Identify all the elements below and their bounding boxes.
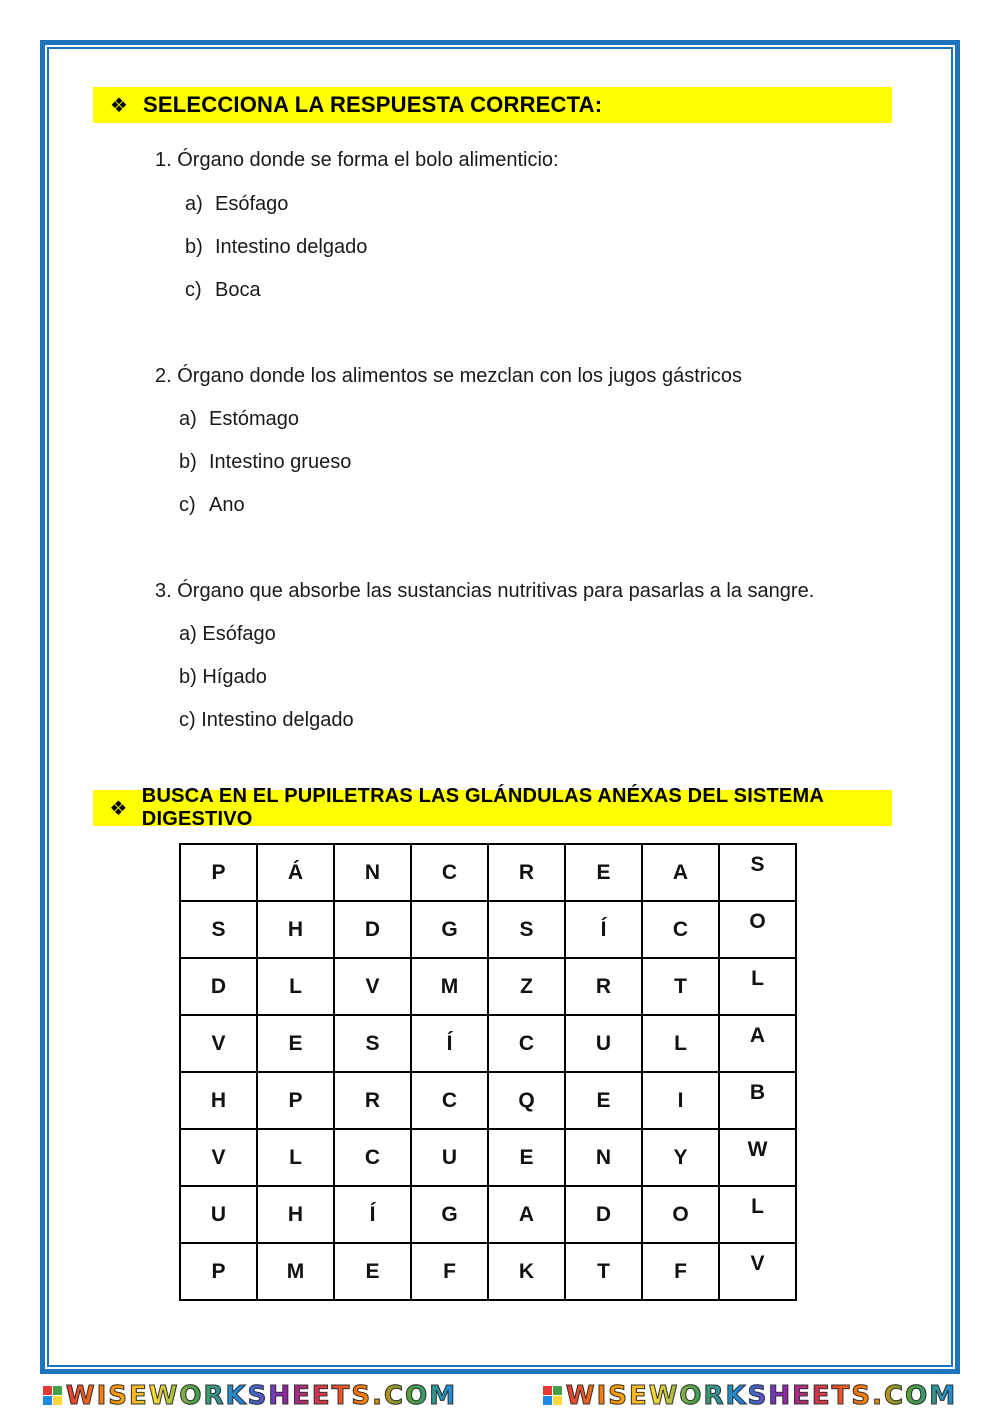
section-header-word-search: [93, 785, 892, 830]
grid-cell[interactable]: L: [642, 1015, 719, 1072]
logo-square: [543, 1386, 552, 1395]
option-text: Hígado: [202, 666, 267, 688]
grid-cell[interactable]: R: [488, 844, 565, 901]
grid-cell[interactable]: F: [411, 1243, 488, 1300]
option-text: Esófago: [215, 193, 289, 215]
grid-cell[interactable]: F: [642, 1243, 719, 1300]
q1-option-b[interactable]: [185, 236, 367, 259]
grid-cell[interactable]: A: [719, 1015, 796, 1072]
diamond-bullet-icon: ❖: [109, 797, 128, 820]
diamond-bullet-icon: ❖: [110, 94, 128, 117]
option-letter: c): [179, 494, 196, 516]
q3-option-a[interactable]: [179, 623, 276, 646]
footer-watermark: [0, 1378, 1000, 1413]
section-title: SELECCIONA LA RESPUESTA CORRECTA:: [143, 92, 603, 117]
grid-cell[interactable]: Á: [257, 844, 334, 901]
logo-icon: [543, 1386, 562, 1405]
grid-cell[interactable]: Í: [411, 1015, 488, 1072]
q1-option-a[interactable]: [185, 193, 288, 216]
grid-cell[interactable]: M: [411, 958, 488, 1015]
grid-cell[interactable]: V: [180, 1015, 257, 1072]
q1-option-c[interactable]: [185, 279, 261, 302]
section-header-multiple-choice: [93, 87, 892, 123]
option-text: Intestino delgado: [215, 236, 368, 258]
grid-cell[interactable]: A: [642, 844, 719, 901]
option-text: Intestino delgado: [201, 709, 354, 731]
section-title: BUSCA EN EL PUPILETRAS LAS GLÁNDULAS ANÉXAS DEL SISTEMA DIGESTIVO: [141, 785, 824, 830]
grid-cell[interactable]: V: [719, 1243, 796, 1300]
grid-cell[interactable]: S: [719, 844, 796, 901]
grid-row: [180, 901, 796, 958]
q3-option-b[interactable]: [179, 666, 267, 689]
logo-square: [43, 1396, 52, 1405]
grid-cell[interactable]: S: [180, 901, 257, 958]
grid-cell[interactable]: W: [719, 1129, 796, 1186]
grid-cell[interactable]: D: [334, 901, 411, 958]
grid-row: [180, 958, 796, 1015]
watermark: [43, 1381, 457, 1411]
option-text: Ano: [209, 494, 245, 516]
grid-row: [180, 1129, 796, 1186]
grid-cell[interactable]: N: [565, 1129, 642, 1186]
grid-cell[interactable]: C: [411, 844, 488, 901]
question-3: 3. Órgano que absorbe las sustancias nutritivas para pasarlas a la sangre.: [155, 580, 815, 602]
grid-cell[interactable]: K: [488, 1243, 565, 1300]
grid-cell[interactable]: U: [411, 1129, 488, 1186]
logo-square: [543, 1396, 552, 1405]
grid-cell[interactable]: C: [488, 1015, 565, 1072]
grid-cell[interactable]: V: [180, 1129, 257, 1186]
logo-square: [53, 1396, 62, 1405]
grid-cell[interactable]: S: [334, 1015, 411, 1072]
grid-cell[interactable]: E: [257, 1015, 334, 1072]
option-letter: c): [179, 709, 196, 731]
grid-row: [180, 1072, 796, 1129]
option-letter: c): [185, 279, 202, 301]
grid-cell[interactable]: Q: [488, 1072, 565, 1129]
option-letter: a): [179, 408, 197, 430]
watermark-text: WISEWORKSHEETS.COM: [65, 1380, 458, 1411]
logo-square: [53, 1386, 62, 1395]
grid-cell[interactable]: I: [642, 1072, 719, 1129]
question-2: 2. Órgano donde los alimentos se mezclan con los jugos gástricos: [155, 365, 742, 387]
grid-cell[interactable]: O: [719, 901, 796, 958]
grid-cell[interactable]: L: [719, 1186, 796, 1243]
grid-cell[interactable]: T: [565, 1243, 642, 1300]
grid-cell[interactable]: H: [180, 1072, 257, 1129]
grid-cell[interactable]: H: [257, 901, 334, 958]
logo-icon: [43, 1386, 62, 1405]
option-text: Esófago: [202, 623, 276, 645]
q2-option-b[interactable]: [179, 451, 351, 474]
grid-cell[interactable]: V: [334, 958, 411, 1015]
grid-cell[interactable]: C: [411, 1072, 488, 1129]
grid-cell[interactable]: D: [180, 958, 257, 1015]
grid-cell[interactable]: E: [334, 1243, 411, 1300]
grid-cell[interactable]: A: [488, 1186, 565, 1243]
option-text: Boca: [215, 279, 261, 301]
grid-cell[interactable]: P: [180, 844, 257, 901]
option-text: Estómago: [209, 408, 300, 430]
q2-option-c[interactable]: [179, 494, 245, 517]
grid-cell[interactable]: P: [180, 1243, 257, 1300]
option-letter: b): [185, 236, 203, 258]
logo-square: [43, 1386, 52, 1395]
grid-row: [180, 1243, 796, 1300]
grid-cell[interactable]: N: [334, 844, 411, 901]
grid-cell[interactable]: E: [488, 1129, 565, 1186]
grid-cell[interactable]: U: [180, 1186, 257, 1243]
grid-cell[interactable]: Í: [334, 1186, 411, 1243]
option-letter: b): [179, 666, 197, 688]
grid-cell[interactable]: R: [565, 958, 642, 1015]
grid-cell[interactable]: P: [257, 1072, 334, 1129]
grid-cell[interactable]: H: [257, 1186, 334, 1243]
q3-option-c[interactable]: [179, 709, 354, 732]
watermark-text: WISEWORKSHEETS.COM: [565, 1380, 958, 1411]
grid-row: [180, 1015, 796, 1072]
grid-cell[interactable]: M: [257, 1243, 334, 1300]
grid-cell[interactable]: Í: [565, 901, 642, 958]
grid-cell[interactable]: D: [565, 1186, 642, 1243]
grid-cell[interactable]: L: [719, 958, 796, 1015]
watermark: [543, 1381, 957, 1411]
grid-cell[interactable]: O: [642, 1186, 719, 1243]
grid-cell[interactable]: E: [565, 844, 642, 901]
grid-cell[interactable]: T: [642, 958, 719, 1015]
question-1: 1. Órgano donde se forma el bolo alimenticio:: [155, 149, 559, 171]
grid-cell[interactable]: Y: [642, 1129, 719, 1186]
option-text: Intestino grueso: [209, 451, 352, 473]
grid-cell[interactable]: E: [565, 1072, 642, 1129]
logo-square: [553, 1396, 562, 1405]
option-letter: b): [179, 451, 197, 473]
grid-cell[interactable]: G: [411, 901, 488, 958]
logo-square: [553, 1386, 562, 1395]
grid-cell[interactable]: R: [334, 1072, 411, 1129]
grid-row: [180, 844, 796, 901]
grid-cell[interactable]: Z: [488, 958, 565, 1015]
option-letter: a): [185, 193, 203, 215]
word-search-grid: [179, 843, 797, 1301]
grid-cell[interactable]: L: [257, 1129, 334, 1186]
grid-cell[interactable]: C: [334, 1129, 411, 1186]
grid-cell[interactable]: L: [257, 958, 334, 1015]
grid-cell[interactable]: B: [719, 1072, 796, 1129]
grid-cell[interactable]: G: [411, 1186, 488, 1243]
grid-cell[interactable]: S: [488, 901, 565, 958]
grid-cell[interactable]: C: [642, 901, 719, 958]
option-letter: a): [179, 623, 197, 645]
grid-cell[interactable]: U: [565, 1015, 642, 1072]
grid-row: [180, 1186, 796, 1243]
q2-option-a[interactable]: [179, 408, 299, 431]
